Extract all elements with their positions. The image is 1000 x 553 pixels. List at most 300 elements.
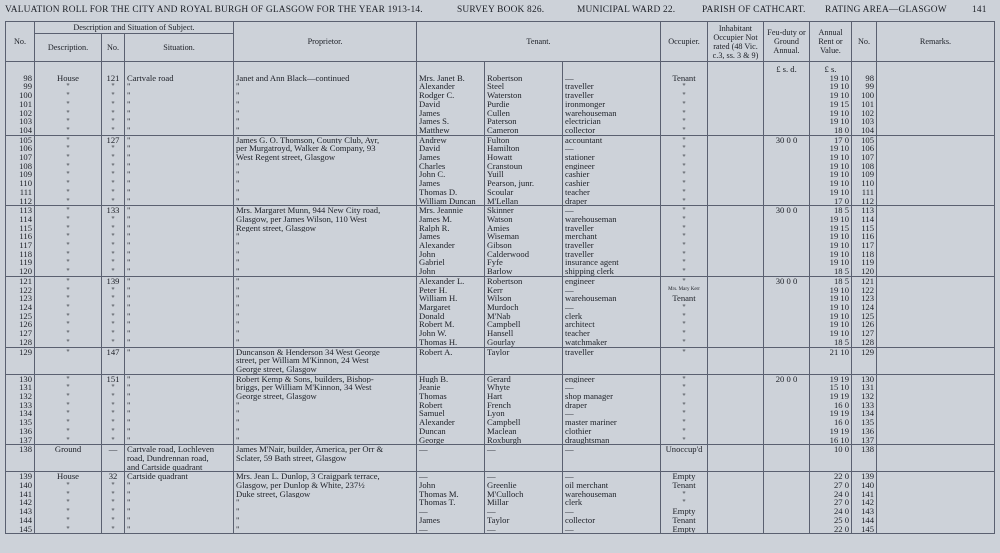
row-feu-duty	[764, 507, 810, 516]
col-inhabitant: Inhabitant Occupier Not rated (48 Vic. c.3, ss. 3 & 9)	[708, 22, 764, 62]
row-occupation: traveller	[563, 224, 661, 233]
row-feu-duty	[764, 197, 810, 206]
row-feu-duty	[764, 498, 810, 507]
row-remarks	[877, 454, 995, 463]
row-proprietor: "	[234, 516, 417, 525]
row-occupier: "	[661, 427, 708, 436]
table-row	[6, 365, 995, 374]
row-description: "	[35, 374, 102, 383]
row-remarks	[877, 409, 995, 418]
row-no: 104	[6, 126, 35, 135]
row-description: "	[35, 312, 102, 321]
table-row	[6, 392, 995, 401]
row-occupation: merchant	[563, 232, 661, 241]
rating-area: RATING AREA—GLASGOW	[825, 5, 947, 15]
row-tenant-surname	[485, 356, 563, 365]
row-no-right: 130	[852, 374, 877, 383]
row-remarks	[877, 267, 995, 276]
row-feu-duty	[764, 74, 810, 83]
row-house-number	[102, 463, 125, 472]
row-remarks	[877, 498, 995, 507]
row-inhabitant	[708, 135, 764, 144]
row-no-right: 120	[852, 267, 877, 276]
row-tenant-first-name	[417, 454, 485, 463]
row-occupier: Tenant	[661, 516, 708, 525]
col-num: No.	[102, 34, 125, 62]
row-no-right: 108	[852, 162, 877, 171]
row-situation: "	[125, 170, 234, 179]
row-inhabitant	[708, 312, 764, 321]
row-situation: "	[125, 294, 234, 303]
row-situation: "	[125, 179, 234, 188]
row-occupation: warehouseman	[563, 490, 661, 499]
row-description: "	[35, 179, 102, 188]
row-no: 113	[6, 206, 35, 215]
col-occupier: Occupier.	[661, 22, 708, 62]
row-occupation: —	[563, 74, 661, 83]
row-occupation: cashier	[563, 179, 661, 188]
row-situation: "	[125, 241, 234, 250]
row-proprietor: "	[234, 507, 417, 516]
row-remarks	[877, 126, 995, 135]
row-proprietor: per Murgatroyd, Walker & Company, 93	[234, 144, 417, 153]
row-occupation: architect	[563, 320, 661, 329]
row-occupation: warehouseman	[563, 294, 661, 303]
row-annual-rent: 10 0	[810, 445, 852, 454]
row-situation: "	[125, 516, 234, 525]
row-tenant-surname: M'Lellan	[485, 197, 563, 206]
row-proprietor: Glasgow, per James Wilson, 110 West	[234, 215, 417, 224]
row-no-right: 110	[852, 179, 877, 188]
row-no: 102	[6, 109, 35, 118]
row-no-right: 116	[852, 232, 877, 241]
row-annual-rent: 19 19	[810, 427, 852, 436]
row-tenant-surname: Calderwood	[485, 250, 563, 259]
row-occupier: "	[661, 338, 708, 347]
table-row	[6, 153, 995, 162]
row-tenant-surname	[485, 365, 563, 374]
row-tenant-surname: Gibson	[485, 241, 563, 250]
row-no-right: 118	[852, 250, 877, 259]
row-inhabitant	[708, 320, 764, 329]
row-proprietor: "	[234, 126, 417, 135]
row-annual-rent: 19 10	[810, 294, 852, 303]
row-occupation: —	[563, 144, 661, 153]
row-situation: "	[125, 525, 234, 534]
row-description: "	[35, 232, 102, 241]
row-remarks	[877, 224, 995, 233]
row-no: 145	[6, 525, 35, 534]
row-annual-rent: 19 10	[810, 232, 852, 241]
row-no: 132	[6, 392, 35, 401]
row-situation: "	[125, 418, 234, 427]
row-tenant-surname: Paterson	[485, 117, 563, 126]
row-no-right: 133	[852, 401, 877, 410]
row-occupation: watchmaker	[563, 338, 661, 347]
row-occupier: "	[661, 436, 708, 445]
row-remarks	[877, 516, 995, 525]
row-proprietor: Mrs. Margaret Munn, 944 New City road,	[234, 206, 417, 215]
row-remarks	[877, 294, 995, 303]
row-inhabitant	[708, 454, 764, 463]
row-occupation: electrician	[563, 117, 661, 126]
row-description: "	[35, 383, 102, 392]
row-no: 110	[6, 179, 35, 188]
row-tenant-first-name: Matthew	[417, 126, 485, 135]
row-description: "	[35, 153, 102, 162]
row-situation: "	[125, 392, 234, 401]
row-description: "	[35, 303, 102, 312]
row-proprietor: "	[234, 312, 417, 321]
row-tenant-first-name: Samuel	[417, 409, 485, 418]
row-occupation: cashier	[563, 170, 661, 179]
row-annual-rent: 19 10	[810, 179, 852, 188]
row-house-number: "	[102, 215, 125, 224]
row-proprietor: "	[234, 276, 417, 285]
row-inhabitant	[708, 436, 764, 445]
table-row	[6, 82, 995, 91]
row-house-number	[102, 356, 125, 365]
row-occupation: clothier	[563, 427, 661, 436]
row-annual-rent	[810, 454, 852, 463]
row-occupier: "	[661, 418, 708, 427]
row-description: "	[35, 135, 102, 144]
row-occupation: clerk	[563, 498, 661, 507]
row-occupation	[563, 365, 661, 374]
row-inhabitant	[708, 383, 764, 392]
row-no-right: 139	[852, 472, 877, 481]
row-situation: and Cartside quadrant	[125, 463, 234, 472]
feu-currency: £ s. d.	[764, 62, 810, 74]
row-inhabitant	[708, 117, 764, 126]
row-occupation: engineer	[563, 276, 661, 285]
row-occupation: —	[563, 383, 661, 392]
row-no-right: 107	[852, 153, 877, 162]
row-proprietor: "	[234, 338, 417, 347]
row-remarks	[877, 100, 995, 109]
row-no-right: 125	[852, 312, 877, 321]
row-situation: "	[125, 427, 234, 436]
row-occupation: draughtsman	[563, 436, 661, 445]
row-annual-rent: 19 10	[810, 153, 852, 162]
row-situation: "	[125, 162, 234, 171]
row-house-number: "	[102, 401, 125, 410]
row-proprietor: street, per William M'Kinnon, 24 West	[234, 356, 417, 365]
row-proprietor: "	[234, 170, 417, 179]
row-annual-rent	[810, 365, 852, 374]
row-remarks	[877, 232, 995, 241]
table-row	[6, 117, 995, 126]
table-row	[6, 144, 995, 153]
row-annual-rent: 16 0	[810, 418, 852, 427]
row-annual-rent: 19 15	[810, 224, 852, 233]
row-remarks	[877, 82, 995, 91]
row-situation: Cartvale road	[125, 74, 234, 83]
row-no: 121	[6, 276, 35, 285]
row-description: "	[35, 215, 102, 224]
row-no-right: 138	[852, 445, 877, 454]
row-tenant-first-name: Donald	[417, 312, 485, 321]
row-remarks	[877, 135, 995, 144]
row-annual-rent: 19 10	[810, 258, 852, 267]
row-situation: "	[125, 153, 234, 162]
row-no: 123	[6, 294, 35, 303]
row-proprietor: Janet and Ann Black—continued	[234, 74, 417, 83]
row-occupation: —	[563, 507, 661, 516]
row-feu-duty	[764, 516, 810, 525]
row-no: 98	[6, 74, 35, 83]
valuation-table	[5, 21, 995, 534]
row-situation: "	[125, 383, 234, 392]
row-proprietor: "	[234, 117, 417, 126]
row-annual-rent: 19 19	[810, 374, 852, 383]
row-remarks	[877, 215, 995, 224]
row-tenant-first-name: Ralph R.	[417, 224, 485, 233]
row-situation: "	[125, 91, 234, 100]
row-tenant-first-name: John W.	[417, 329, 485, 338]
row-remarks	[877, 356, 995, 365]
row-occupier: Mrs. Mary Kerr	[661, 286, 708, 295]
row-tenant-first-name: John	[417, 481, 485, 490]
row-feu-duty	[764, 356, 810, 365]
row-occupation: traveller	[563, 250, 661, 259]
row-no: 126	[6, 320, 35, 329]
row-description: "	[35, 481, 102, 490]
row-house-number: "	[102, 498, 125, 507]
row-proprietor: "	[234, 418, 417, 427]
row-tenant-first-name: James	[417, 232, 485, 241]
row-remarks	[877, 481, 995, 490]
row-no-right: 115	[852, 224, 877, 233]
row-situation: "	[125, 117, 234, 126]
table-row	[6, 320, 995, 329]
row-description: "	[35, 197, 102, 206]
row-proprietor: "	[234, 232, 417, 241]
row-situation: "	[125, 401, 234, 410]
row-tenant-first-name: David	[417, 144, 485, 153]
row-description: Ground	[35, 445, 102, 454]
row-tenant-first-name: Andrew	[417, 135, 485, 144]
row-feu-duty: 30 0 0	[764, 276, 810, 285]
row-description	[35, 454, 102, 463]
row-no: 120	[6, 267, 35, 276]
table-row	[6, 498, 995, 507]
row-tenant-surname: Yuill	[485, 170, 563, 179]
row-no: 130	[6, 374, 35, 383]
row-feu-duty	[764, 179, 810, 188]
row-no-right: 98	[852, 74, 877, 83]
row-house-number: "	[102, 91, 125, 100]
row-tenant-first-name	[417, 463, 485, 472]
row-tenant-surname: Hansell	[485, 329, 563, 338]
row-tenant-first-name: John	[417, 267, 485, 276]
row-occupation: shop manager	[563, 392, 661, 401]
row-description: "	[35, 188, 102, 197]
row-inhabitant	[708, 267, 764, 276]
row-no-right: 99	[852, 82, 877, 91]
row-inhabitant	[708, 525, 764, 534]
row-description: "	[35, 258, 102, 267]
row-no-right: 102	[852, 109, 877, 118]
row-occupier: "	[661, 241, 708, 250]
table-row	[6, 383, 995, 392]
row-situation: "	[125, 215, 234, 224]
row-house-number: "	[102, 162, 125, 171]
row-tenant-surname: Skinner	[485, 206, 563, 215]
row-situation: Cartvale road, Lochleven	[125, 445, 234, 454]
row-occupier	[661, 356, 708, 365]
row-occupation: draper	[563, 197, 661, 206]
row-inhabitant	[708, 82, 764, 91]
row-no-right: 105	[852, 135, 877, 144]
row-remarks	[877, 206, 995, 215]
row-house-number: "	[102, 144, 125, 153]
row-occupier	[661, 365, 708, 374]
row-occupation: —	[563, 286, 661, 295]
row-no-right	[852, 463, 877, 472]
row-annual-rent: 27 0	[810, 481, 852, 490]
row-tenant-first-name: Robert	[417, 401, 485, 410]
row-inhabitant	[708, 224, 764, 233]
row-occupier: Empty	[661, 507, 708, 516]
row-occupier: "	[661, 197, 708, 206]
row-tenant-first-name: John C.	[417, 170, 485, 179]
row-house-number: "	[102, 100, 125, 109]
row-situation: "	[125, 481, 234, 490]
row-tenant-surname: Scoular	[485, 188, 563, 197]
row-no: 138	[6, 445, 35, 454]
row-occupier: "	[661, 409, 708, 418]
row-no-right: 117	[852, 241, 877, 250]
row-occupier: "	[661, 100, 708, 109]
row-feu-duty	[764, 383, 810, 392]
row-tenant-first-name: Thomas H.	[417, 338, 485, 347]
row-feu-duty	[764, 232, 810, 241]
table-row	[6, 454, 995, 463]
table-row	[6, 312, 995, 321]
row-description: "	[35, 267, 102, 276]
page-number: 141	[972, 5, 987, 15]
row-inhabitant	[708, 498, 764, 507]
row-tenant-surname: Lyon	[485, 409, 563, 418]
row-feu-duty	[764, 286, 810, 295]
row-situation: "	[125, 436, 234, 445]
row-annual-rent: 18 0	[810, 126, 852, 135]
row-remarks	[877, 436, 995, 445]
row-no: 129	[6, 347, 35, 356]
row-inhabitant	[708, 347, 764, 356]
row-house-number: "	[102, 82, 125, 91]
row-inhabitant	[708, 91, 764, 100]
table-row	[6, 250, 995, 259]
row-feu-duty	[764, 525, 810, 534]
row-no: 122	[6, 286, 35, 295]
row-feu-duty	[764, 481, 810, 490]
row-proprietor: Sclater, 59 Bath street, Glasgow	[234, 454, 417, 463]
row-tenant-first-name: Alexander	[417, 82, 485, 91]
row-house-number: "	[102, 525, 125, 534]
row-tenant-surname: Maclean	[485, 427, 563, 436]
table-row	[6, 525, 995, 534]
row-tenant-surname: Amies	[485, 224, 563, 233]
row-description: House	[35, 74, 102, 83]
row-occupier	[661, 454, 708, 463]
row-no	[6, 365, 35, 374]
row-occupation: collector	[563, 516, 661, 525]
row-inhabitant	[708, 374, 764, 383]
row-tenant-surname: —	[485, 445, 563, 454]
row-occupier: "	[661, 250, 708, 259]
row-feu-duty: 30 0 0	[764, 206, 810, 215]
row-description: "	[35, 490, 102, 499]
row-annual-rent: 22 0	[810, 472, 852, 481]
row-situation: "	[125, 109, 234, 118]
row-tenant-surname: Campbell	[485, 418, 563, 427]
row-annual-rent: 19 10	[810, 320, 852, 329]
row-situation: road, Dundrennan road,	[125, 454, 234, 463]
row-no-right: 122	[852, 286, 877, 295]
row-occupier: "	[661, 170, 708, 179]
row-proprietor: "	[234, 320, 417, 329]
table-row	[6, 197, 995, 206]
row-no-right: 112	[852, 197, 877, 206]
table-row	[6, 126, 995, 135]
row-proprietor: Robert Kemp & Sons, builders, Bishop-	[234, 374, 417, 383]
row-situation: "	[125, 312, 234, 321]
col-description-group: Description and Situation of Subject.	[35, 22, 234, 34]
row-house-number: "	[102, 329, 125, 338]
row-description: "	[35, 436, 102, 445]
row-description: "	[35, 109, 102, 118]
row-occupation: draper	[563, 401, 661, 410]
row-house-number: "	[102, 267, 125, 276]
row-house-number: "	[102, 117, 125, 126]
row-no-right: 113	[852, 206, 877, 215]
row-feu-duty	[764, 215, 810, 224]
row-tenant-surname: Whyte	[485, 383, 563, 392]
row-inhabitant	[708, 126, 764, 135]
row-inhabitant	[708, 392, 764, 401]
row-no: 111	[6, 188, 35, 197]
row-tenant-first-name: William Duncan	[417, 197, 485, 206]
row-house-number: "	[102, 109, 125, 118]
row-inhabitant	[708, 472, 764, 481]
row-occupier: "	[661, 383, 708, 392]
row-inhabitant	[708, 188, 764, 197]
row-house-number: "	[102, 232, 125, 241]
table-row	[6, 418, 995, 427]
row-no: 135	[6, 418, 35, 427]
row-feu-duty	[764, 258, 810, 267]
row-situation: "	[125, 374, 234, 383]
row-remarks	[877, 312, 995, 321]
row-situation: "	[125, 267, 234, 276]
row-feu-duty	[764, 320, 810, 329]
row-occupation: engineer	[563, 374, 661, 383]
row-inhabitant	[708, 427, 764, 436]
row-inhabitant	[708, 303, 764, 312]
col-remarks: Remarks.	[877, 22, 995, 62]
row-tenant-surname: Kerr	[485, 286, 563, 295]
row-feu-duty	[764, 329, 810, 338]
row-house-number: "	[102, 224, 125, 233]
row-remarks	[877, 383, 995, 392]
row-occupier: Empty	[661, 525, 708, 534]
table-row	[6, 445, 995, 454]
row-occupier	[661, 463, 708, 472]
table-row	[6, 232, 995, 241]
row-feu-duty	[764, 267, 810, 276]
